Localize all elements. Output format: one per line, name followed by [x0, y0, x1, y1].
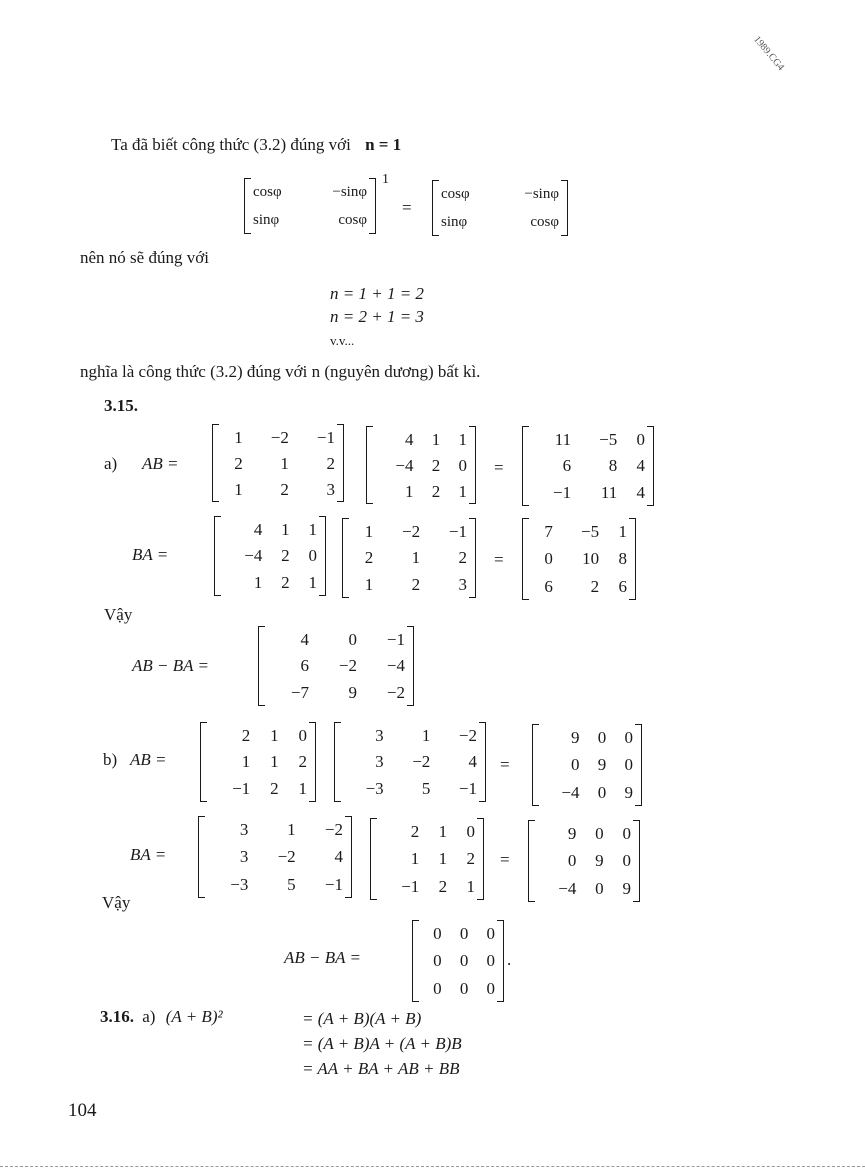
matrix-cell: 1: [421, 725, 431, 745]
matrix-cell: 3: [375, 752, 384, 772]
matrix-row: [538, 724, 636, 751]
matrix-cell: 0: [622, 851, 631, 871]
matrix-cell: 3: [458, 575, 467, 595]
section-3-16: [100, 1007, 223, 1027]
matrix-cell: 2: [281, 546, 290, 566]
matrix-cell: 0: [298, 725, 307, 745]
page-number: 104: [68, 1100, 97, 1121]
vv-text: v.v...: [330, 333, 355, 348]
matrix-grid: [528, 518, 630, 600]
matrix-grid: [538, 724, 636, 806]
matrix-cell: 2: [281, 573, 290, 593]
matrix-cell: 1: [438, 822, 448, 842]
matrix-row: [538, 779, 636, 806]
matrix-cell: 0: [486, 978, 495, 998]
matrix-cell: 4: [300, 629, 309, 649]
section-3-16-line-1: = (A + B)(A + B): [302, 1009, 422, 1028]
matrix-cell: 2: [270, 779, 279, 799]
matrix-cell: −1: [553, 483, 572, 503]
matrix-cell: 1: [281, 519, 290, 539]
part-a-matrix-diff: [258, 626, 414, 706]
matrix-cell: 0: [348, 629, 357, 649]
matrix-cell: 2: [241, 725, 251, 745]
matrix-cell: 6: [618, 576, 627, 596]
matrix-cell: 0: [433, 951, 442, 971]
matrix-cell: 1: [431, 429, 441, 449]
part-b-diff-lhs: AB − BA =: [284, 948, 361, 967]
matrix-cell: 0: [459, 924, 469, 944]
matrix-row: [340, 775, 480, 802]
bracket-right: [479, 722, 486, 802]
matrix-cell: 2: [326, 453, 335, 473]
matrix-cell: −sinφ: [332, 183, 367, 200]
matrix-cell: 3: [239, 847, 249, 867]
matrix-cell: cosφ: [253, 183, 282, 200]
matrix-row: [418, 975, 498, 1002]
matrix-row: [528, 545, 630, 572]
matrix-row: [438, 208, 562, 236]
part-a-ab-equals: =: [494, 458, 504, 477]
matrix-cell: 1: [410, 849, 420, 869]
matrix-cell: 1: [458, 429, 467, 449]
matrix-cell: 0: [433, 978, 442, 998]
part-b-matrix-diff: [412, 920, 504, 1002]
section-3-16-part: a): [142, 1007, 156, 1026]
matrix-cell: 4: [636, 456, 645, 476]
matrix-grid: [438, 180, 562, 236]
n-line-2: n = 2 + 1 = 3: [330, 307, 424, 326]
matrix-row: [218, 450, 338, 476]
matrix-cell: 9: [622, 878, 631, 898]
matrix-row: [340, 722, 480, 749]
matrix-grid: [376, 818, 478, 900]
matrix-row: [206, 775, 310, 802]
part-b-matrix-AB: [532, 724, 642, 806]
matrix-grid: [372, 426, 470, 504]
matrix-cell: −1: [316, 427, 335, 447]
bracket-right: [633, 820, 640, 902]
bracket-right: [497, 920, 504, 1002]
part-a-vay: Vậy: [104, 605, 133, 624]
matrix-row: [264, 653, 408, 680]
matrix-row: [348, 518, 470, 545]
matrix-cell: −4: [244, 546, 263, 566]
matrix-grid: [340, 722, 480, 802]
matrix-grid: [220, 516, 320, 596]
matrix-cell: 4: [253, 519, 263, 539]
matrix-row: [376, 873, 478, 900]
matrix-cell: 3: [326, 479, 335, 499]
matrix-cell: 1: [618, 522, 627, 542]
rotation-equals: =: [402, 198, 412, 217]
matrix-cell: 1: [234, 427, 243, 447]
matrix-cell: 0: [597, 728, 607, 748]
matrix-row: [218, 424, 338, 450]
matrix-row: [348, 545, 470, 572]
bracket-right: [319, 516, 326, 596]
matrix-row: [376, 845, 478, 872]
matrix-grid: [204, 816, 346, 898]
section-3-16-lhs: (A + B)²: [165, 1007, 223, 1026]
intro-condition: n = 1: [365, 135, 402, 154]
matrix-cell: 2: [466, 849, 475, 869]
matrix-row: [264, 679, 408, 706]
matrix-row: [534, 875, 634, 902]
matrix-cell: 4: [636, 483, 645, 503]
matrix-row: [418, 920, 498, 947]
matrix-row: [204, 816, 346, 843]
matrix-row: [418, 947, 498, 974]
section-3-16-line-2: = (A + B)A + (A + B)B: [302, 1034, 462, 1053]
bracket-right: [477, 818, 484, 900]
matrix-cell: 0: [433, 924, 442, 944]
part-b-matrix-B: [334, 722, 486, 802]
matrix-cell: 0: [624, 755, 633, 775]
intro-text: [111, 135, 401, 155]
matrix-cell: −2: [277, 847, 296, 867]
matrix-cell: 7: [544, 522, 553, 542]
matrix-cell: 3: [375, 725, 384, 745]
matrix-cell: −5: [599, 429, 618, 449]
matrix-cell: −4: [558, 878, 577, 898]
matrix-cell: 11: [554, 429, 572, 449]
matrix-row: [206, 749, 310, 776]
matrix-cell: 0: [595, 878, 604, 898]
matrix-cell: 11: [600, 483, 618, 503]
matrix-row: [372, 452, 470, 478]
part-a-matrix-BA: [522, 518, 636, 600]
part-b-ba-equals: =: [500, 850, 510, 869]
matrix-cell: sinφ: [253, 211, 280, 228]
part-b-ab-equals: =: [500, 755, 510, 774]
matrix-row: [340, 749, 480, 776]
n-line-1: n = 1 + 1 = 2: [330, 284, 424, 303]
matrix-cell: 4: [334, 847, 343, 867]
matrix-cell: 9: [624, 782, 633, 802]
matrix-cell: −4: [386, 656, 405, 676]
rotation-matrix-right: [432, 180, 568, 236]
bracket-right: [369, 178, 376, 234]
matrix-cell: 0: [622, 824, 631, 844]
intro-line: Ta đã biết công thức (3.2) đúng với: [111, 135, 351, 154]
matrix-row: [250, 178, 370, 206]
matrix-row: [204, 843, 346, 870]
matrix-row: [528, 518, 630, 545]
matrix-cell: 6: [300, 656, 309, 676]
matrix-grid: [264, 626, 408, 706]
matrix-cell: 0: [486, 951, 495, 971]
matrix-cell: 1: [458, 481, 467, 501]
conclusion-line: nghĩa là công thức (3.2) đúng với n (nguyên dương) bất kì.: [80, 362, 481, 381]
matrix-row: [534, 847, 634, 874]
matrix-cell: −2: [338, 656, 357, 676]
matrix-cell: −4: [395, 455, 414, 475]
matrix-row: [528, 453, 648, 480]
matrix-cell: sinφ: [441, 213, 468, 230]
rotation-exponent: 1: [382, 172, 389, 187]
matrix-row: [372, 426, 470, 452]
matrix-cell: 0: [308, 546, 317, 566]
part-b-vay: Vậy: [102, 893, 131, 912]
matrix-cell: 1: [308, 519, 317, 539]
part-a-matrix-B-2: [214, 516, 326, 596]
section-3-16-line-3: = AA + BA + AB + BB: [302, 1059, 460, 1078]
matrix-grid: [534, 820, 634, 902]
bracket-right: [469, 518, 476, 598]
matrix-cell: −1: [448, 521, 467, 541]
matrix-cell: 2: [410, 822, 420, 842]
matrix-row: [206, 722, 310, 749]
part-a-matrix-A: [212, 424, 344, 502]
matrix-cell: −2: [324, 820, 343, 840]
matrix-cell: 4: [404, 429, 414, 449]
matrix-cell: −2: [458, 725, 477, 745]
matrix-cell: −4: [561, 782, 580, 802]
matrix-row: [534, 820, 634, 847]
part-a-matrix-A-2: [342, 518, 476, 598]
matrix-cell: 9: [597, 755, 607, 775]
rotation-matrix-left: [244, 178, 376, 234]
part-b-ba-lhs: BA =: [130, 845, 167, 864]
matrix-cell: 8: [608, 456, 618, 476]
part-a-label: a): [104, 454, 118, 473]
part-a-diff-lhs: AB − BA =: [132, 656, 209, 675]
matrix-cell: −1: [458, 779, 477, 799]
matrix-grid: [206, 722, 310, 802]
part-b-ab-lhs: AB =: [130, 750, 167, 769]
bracket-right: [337, 424, 344, 502]
matrix-cell: 1: [270, 752, 279, 772]
matrix-cell: 2: [590, 576, 600, 596]
part-b-matrix-A-2: [370, 818, 484, 900]
matrix-cell: 9: [595, 851, 604, 871]
matrix-row: [220, 516, 320, 543]
matrix-cell: 2: [431, 481, 441, 501]
matrix-row: [250, 206, 370, 234]
matrix-cell: 1: [287, 820, 296, 840]
matrix-cell: 1: [253, 573, 263, 593]
matrix-cell: 5: [421, 779, 431, 799]
matrix-cell: 1: [280, 453, 289, 473]
matrix-cell: 8: [618, 549, 627, 569]
matrix-row: [218, 476, 338, 502]
part-b-diff-period: .: [507, 950, 512, 969]
matrix-row: [538, 751, 636, 778]
matrix-cell: −7: [290, 683, 309, 703]
part-a-matrix-B: [366, 426, 476, 504]
matrix-cell: 0: [459, 978, 469, 998]
matrix-cell: 1: [438, 849, 448, 869]
matrix-cell: 0: [567, 851, 577, 871]
matrix-cell: cosφ: [338, 211, 367, 228]
matrix-cell: 1: [234, 479, 243, 499]
matrix-cell: 0: [624, 728, 633, 748]
matrix-cell: 2: [411, 575, 421, 595]
matrix-cell: −1: [324, 874, 343, 894]
matrix-cell: 2: [364, 548, 374, 568]
matrix-cell: 0: [597, 782, 607, 802]
matrix-cell: 1: [404, 481, 414, 501]
bracket-right: [309, 722, 316, 802]
matrix-grid: [218, 424, 338, 502]
bracket-right: [345, 816, 352, 898]
matrix-cell: 0: [466, 822, 475, 842]
matrix-cell: 0: [544, 549, 553, 569]
matrix-cell: 9: [567, 824, 577, 844]
matrix-row: [376, 818, 478, 845]
matrix-cell: 2: [234, 453, 243, 473]
matrix-cell: −1: [401, 876, 420, 896]
bracket-right: [407, 626, 414, 706]
corner-stamp: 1989.CG4: [751, 34, 787, 73]
section-3-15: 3.15.: [104, 396, 138, 415]
matrix-cell: 1: [364, 575, 374, 595]
part-a-ba-lhs: BA =: [132, 545, 169, 564]
matrix-cell: cosφ: [530, 213, 559, 230]
matrix-cell: 6: [544, 576, 553, 596]
matrix-cell: 1: [364, 521, 374, 541]
matrix-cell: 2: [280, 479, 289, 499]
matrix-grid: [528, 426, 648, 506]
matrix-cell: −2: [412, 752, 431, 772]
matrix-cell: 2: [458, 548, 467, 568]
matrix-cell: −3: [230, 874, 249, 894]
matrix-cell: 0: [459, 951, 469, 971]
matrix-cell: −sinφ: [524, 185, 559, 202]
matrix-row: [438, 180, 562, 208]
matrix-cell: cosφ: [441, 185, 470, 202]
matrix-grid: [250, 178, 370, 234]
matrix-cell: 1: [270, 725, 279, 745]
matrix-cell: −1: [386, 629, 405, 649]
bracket-right: [635, 724, 642, 806]
matrix-cell: 4: [468, 752, 477, 772]
matrix-cell: 1: [411, 548, 421, 568]
matrix-cell: 9: [348, 683, 357, 703]
part-b-matrix-B-2: [198, 816, 352, 898]
matrix-cell: 0: [595, 824, 604, 844]
matrix-cell: −5: [581, 522, 600, 542]
matrix-cell: 1: [298, 779, 307, 799]
matrix-cell: 5: [287, 874, 296, 894]
bracket-right: [647, 426, 654, 506]
matrix-cell: 6: [562, 456, 572, 476]
part-a-ba-equals: =: [494, 550, 504, 569]
matrix-cell: −2: [386, 683, 405, 703]
matrix-cell: 1: [308, 573, 317, 593]
part-b-matrix-BA: [528, 820, 640, 902]
matrix-cell: 0: [636, 429, 645, 449]
part-a-ab-lhs: AB =: [142, 454, 179, 473]
matrix-cell: 2: [438, 876, 448, 896]
matrix-cell: −2: [270, 427, 289, 447]
part-b-matrix-A: [200, 722, 316, 802]
matrix-cell: −2: [402, 521, 421, 541]
part-b-label: b): [103, 750, 118, 769]
matrix-cell: −3: [365, 779, 384, 799]
matrix-row: [220, 569, 320, 596]
matrix-cell: 1: [241, 752, 251, 772]
matrix-row: [204, 871, 346, 898]
bracket-right: [561, 180, 568, 236]
matrix-row: [348, 571, 470, 598]
bracket-right: [629, 518, 636, 600]
matrix-row: [528, 479, 648, 506]
matrix-row: [264, 626, 408, 653]
matrix-cell: 0: [458, 455, 467, 475]
matrix-grid: [348, 518, 470, 598]
matrix-cell: 2: [298, 752, 307, 772]
matrix-cell: 1: [466, 876, 475, 896]
matrix-grid: [418, 920, 498, 1002]
matrix-cell: 0: [570, 755, 580, 775]
matrix-cell: 9: [570, 728, 580, 748]
matrix-cell: 2: [431, 455, 441, 475]
section-3-16-label: 3.16.: [100, 1007, 134, 1026]
matrix-cell: 3: [239, 820, 249, 840]
matrix-cell: −1: [232, 779, 251, 799]
part-a-matrix-AB: [522, 426, 654, 506]
page-bottom-edge: [0, 1166, 865, 1167]
so-line: nên nó sẽ đúng với: [80, 248, 209, 267]
bracket-right: [469, 426, 476, 504]
matrix-row: [528, 426, 648, 453]
matrix-cell: 0: [486, 924, 495, 944]
matrix-row: [372, 478, 470, 504]
matrix-row: [528, 573, 630, 600]
matrix-cell: 10: [582, 549, 600, 569]
matrix-row: [220, 543, 320, 570]
